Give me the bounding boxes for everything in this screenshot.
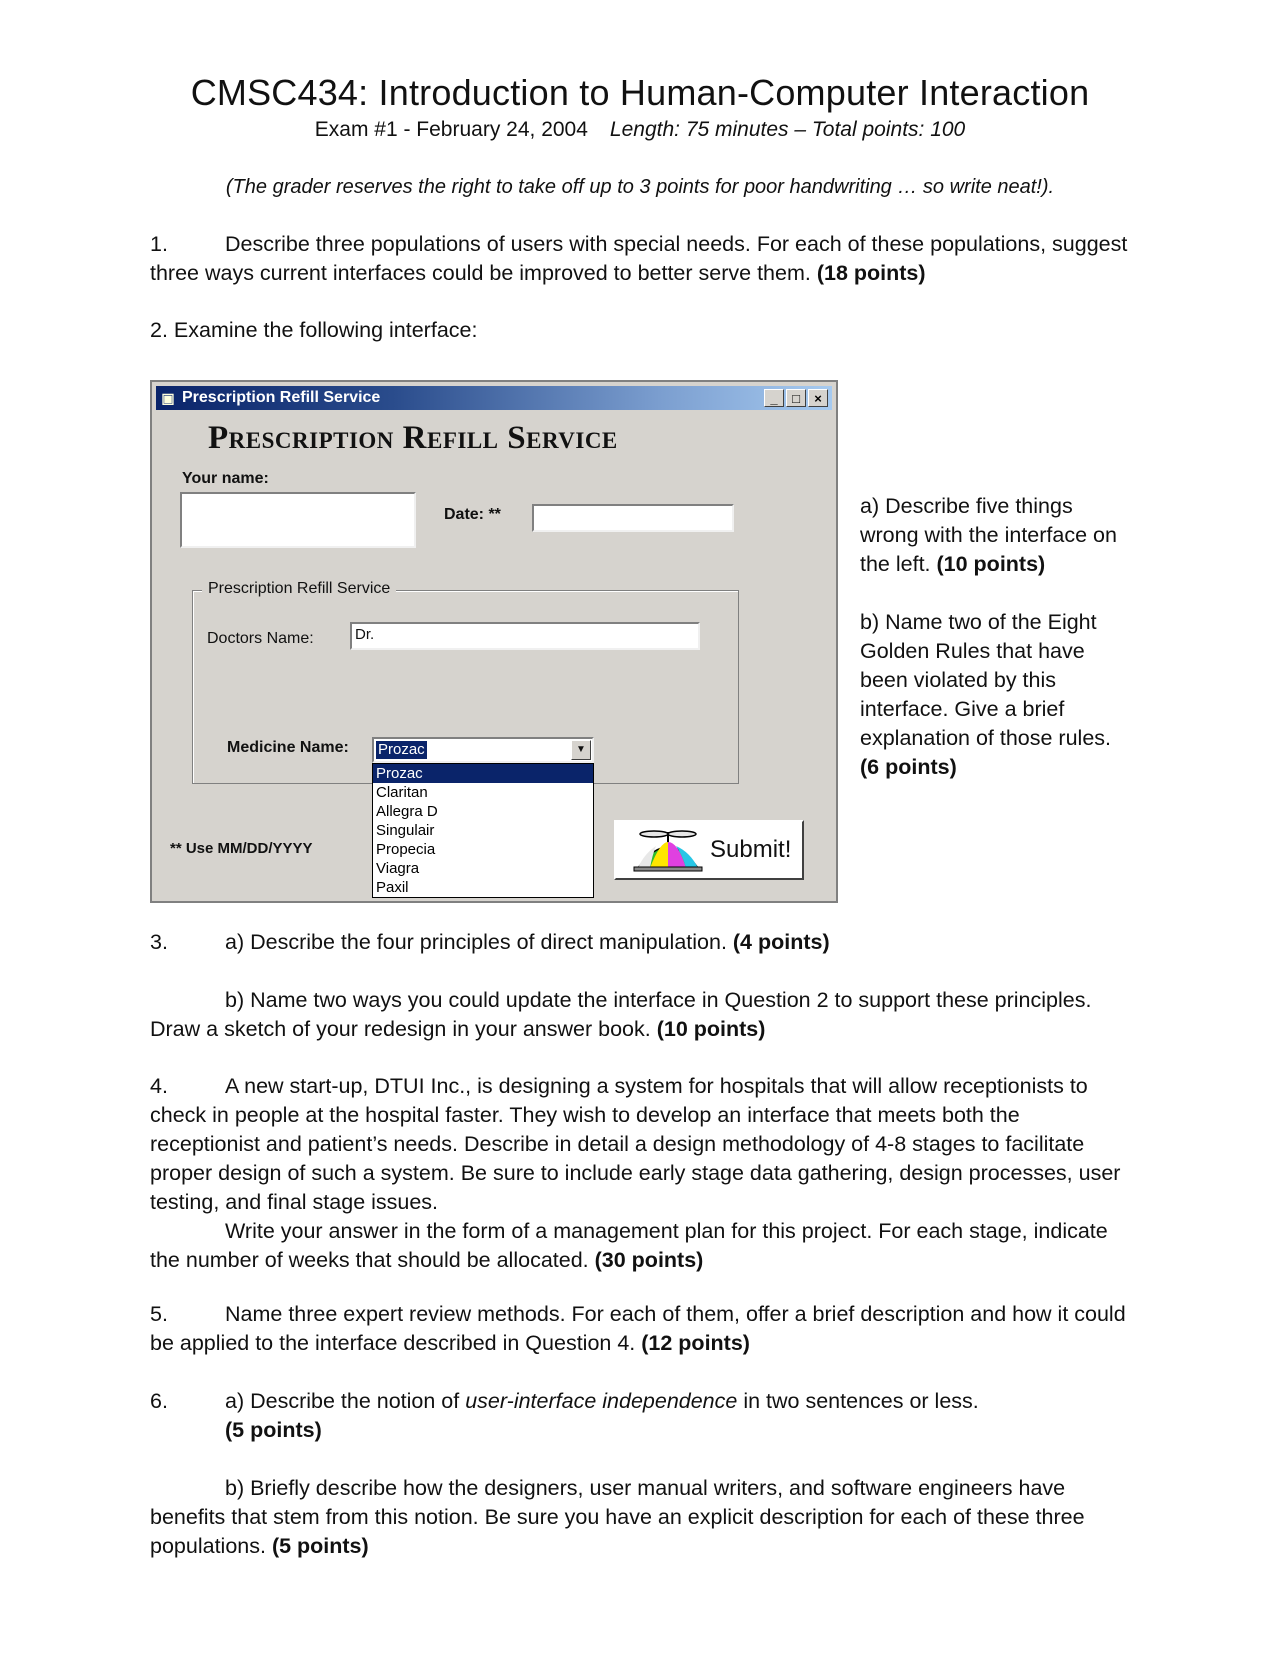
submit-button[interactable] — [614, 820, 804, 880]
dropdown-option[interactable]: Propecia — [376, 841, 436, 858]
question-text: b) Name two ways you could update the interface in Question 2 to support these principles. Draw a sketch of your redesign in your answer book. — [150, 988, 1092, 1041]
dropdown-option[interactable]: Viagra — [376, 860, 420, 877]
medicine-dropdown-list — [372, 763, 594, 898]
window-controls — [764, 389, 828, 407]
grader-note: (The grader reserves the right to take off up to 3 points for poor handwriting … so write neat!). — [225, 176, 1055, 198]
question-text: Describe three populations of users with special needs. For each of these populations, suggest three ways current interfaces could be improved to better serve them. — [150, 232, 1128, 285]
question-text: A new start-up, DTUI Inc., is designing a system for hospitals that will allow receptionists to check in people at the hospital faster. They wish to develop an interface that meets both the receptionist and patient’s needs. Describe in detail a design methodology of 4-8 stages to facilitate proper design of such a system. Be sure to include early stage data gathering, design processes, user testing, and final stage issues. — [150, 1074, 1121, 1214]
question-points: (18 points) — [816, 261, 926, 285]
submit-label: Submit! — [710, 836, 792, 863]
question-points: (6 points) — [860, 755, 957, 779]
question-2: 2. Examine the following interface: — [150, 318, 478, 342]
question-term: user-interface independence — [465, 1389, 738, 1413]
question-points: (10 points) — [656, 1017, 766, 1041]
question-2b — [860, 608, 1130, 782]
date-input[interactable] — [532, 504, 734, 532]
question-number: 5. — [150, 1302, 168, 1326]
question-points: (4 points) — [732, 930, 830, 954]
app-icon: ▣ — [161, 390, 175, 406]
propeller-hat-icon — [630, 828, 706, 874]
date-format-hint: ** Use MM/DD/YYYY — [170, 840, 313, 857]
question-text: a) Describe five things wrong with the interface on the left. — [860, 494, 1117, 576]
close-button[interactable]: × — [808, 389, 828, 407]
question-3a — [150, 928, 1130, 957]
question-4 — [150, 1072, 1130, 1275]
question-1 — [150, 230, 1130, 288]
question-6b — [150, 1474, 1130, 1561]
question-number: 3. — [150, 930, 168, 954]
medicine-name-label: Medicine Name: — [227, 739, 349, 756]
dialog-window-title: Prescription Refill Service — [182, 389, 381, 406]
question-3b — [150, 986, 1130, 1044]
question-text: a) Describe the notion of — [225, 1389, 466, 1413]
question-points: (5 points) — [225, 1418, 322, 1442]
question-text: a) Describe the four principles of direct manipulation. — [225, 930, 733, 954]
question-points: (30 points) — [594, 1248, 704, 1272]
question-text-end: in two sentences or less. — [737, 1389, 979, 1413]
prescription-dialog — [150, 380, 838, 903]
question-text: b) Briefly describe how the designers, user manual writers, and software engineers have benefits that stem from this notion. Be sure you have an explicit description for each of these three populations. — [150, 1476, 1085, 1558]
date-label: Date: ** — [444, 506, 501, 523]
question-points: (5 points) — [271, 1534, 369, 1558]
dialog-titlebar — [156, 386, 832, 410]
question-number: 1. — [150, 232, 168, 256]
dropdown-option[interactable]: Paxil — [376, 879, 409, 896]
question-6a — [150, 1387, 1130, 1445]
minimize-button[interactable]: _ — [764, 389, 784, 407]
dropdown-option[interactable]: Claritan — [376, 784, 428, 801]
exam-subtitle — [0, 118, 1280, 142]
question-2-subparts — [860, 492, 1130, 782]
maximize-button[interactable]: □ — [786, 389, 806, 407]
doctors-name-input[interactable]: Dr. — [350, 622, 700, 650]
question-text-2: Write your answer in the form of a management plan for this project. For each stage, indicate the number of weeks that should be allocated. — [150, 1219, 1108, 1272]
group-legend: Prescription Refill Service — [202, 580, 396, 598]
question-text: b) Name two of the Eight Golden Rules that have been violated by this interface. Give a brief explanation of those rules. — [860, 610, 1111, 750]
doctors-name-label: Doctors Name: — [207, 630, 314, 647]
chevron-down-icon[interactable]: ▼ — [571, 740, 591, 760]
dropdown-option[interactable]: Prozac — [373, 764, 593, 783]
exam-title: CMSC434: Introduction to Human-Computer Interaction — [190, 72, 1090, 113]
exam-date: Exam #1 - February 24, 2004 — [314, 118, 588, 141]
question-number: 4. — [150, 1074, 168, 1098]
dialog-heading: Prescription Refill Service — [208, 420, 618, 456]
question-number: 6. — [150, 1389, 168, 1413]
question-points: (10 points) — [936, 552, 1046, 576]
your-name-label: Your name: — [182, 470, 269, 487]
dropdown-option[interactable]: Allegra D — [376, 803, 438, 820]
medicine-select[interactable] — [372, 737, 594, 763]
dropdown-option[interactable]: Singulair — [376, 822, 435, 839]
exam-length: Length: 75 minutes – Total points: 100 — [609, 118, 966, 141]
question-2a — [860, 492, 1130, 579]
question-5 — [150, 1300, 1130, 1358]
your-name-input[interactable] — [180, 492, 416, 548]
question-text: Name three expert review methods. For each of them, offer a brief description and how it could be applied to the interface described in Question 4. — [150, 1302, 1126, 1355]
medicine-selected-value: Prozac — [378, 741, 425, 758]
question-points: (12 points) — [641, 1331, 750, 1355]
